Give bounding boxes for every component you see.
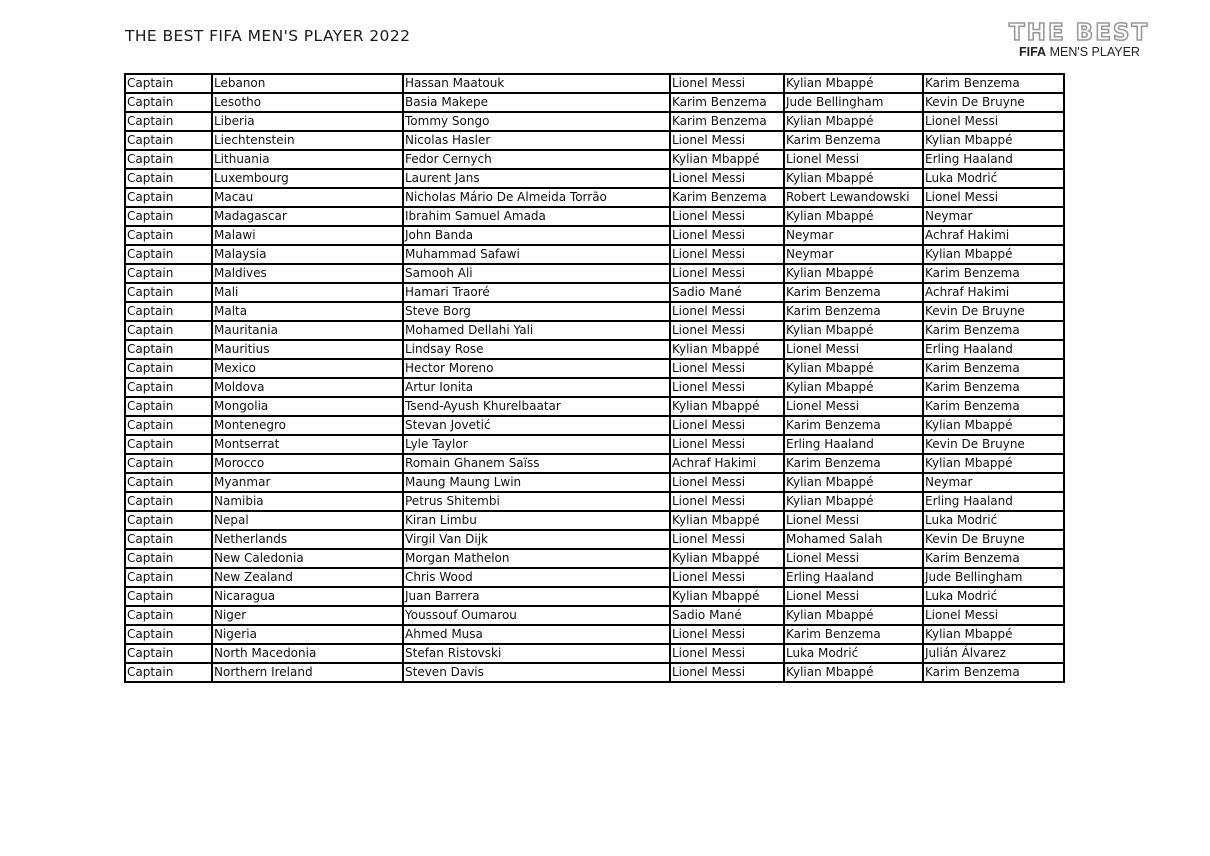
second-place-cell: Luka Modrić: [784, 644, 923, 663]
country-cell: Northern Ireland: [212, 663, 403, 682]
table-row: [125, 644, 1064, 663]
second-place-cell: Kylian Mbappé: [784, 112, 923, 131]
voter-name-cell: Petrus Shitembi: [403, 492, 670, 511]
role-cell: Captain: [125, 416, 212, 435]
country-cell: Malta: [212, 302, 403, 321]
first-place-cell: Lionel Messi: [670, 530, 784, 549]
first-place-cell: Lionel Messi: [670, 302, 784, 321]
country-cell: Malaysia: [212, 245, 403, 264]
country-cell: Liechtenstein: [212, 131, 403, 150]
role-cell: Captain: [125, 568, 212, 587]
first-place-cell: Lionel Messi: [670, 131, 784, 150]
second-place-cell: Jude Bellingham: [784, 93, 923, 112]
third-place-cell: Kevin De Bruyne: [923, 93, 1064, 112]
role-cell: Captain: [125, 283, 212, 302]
first-place-cell: Lionel Messi: [670, 226, 784, 245]
third-place-cell: Karim Benzema: [923, 663, 1064, 682]
country-cell: Montserrat: [212, 435, 403, 454]
role-cell: Captain: [125, 150, 212, 169]
table-row: [125, 416, 1064, 435]
role-cell: Captain: [125, 112, 212, 131]
first-place-cell: Lionel Messi: [670, 663, 784, 682]
table-row: [125, 302, 1064, 321]
second-place-cell: Kylian Mbappé: [784, 74, 923, 93]
country-cell: Netherlands: [212, 530, 403, 549]
second-place-cell: Kylian Mbappé: [784, 321, 923, 340]
country-cell: Mauritius: [212, 340, 403, 359]
third-place-cell: Achraf Hakimi: [923, 283, 1064, 302]
table-row: [125, 264, 1064, 283]
first-place-cell: Lionel Messi: [670, 264, 784, 283]
third-place-cell: Kevin De Bruyne: [923, 435, 1064, 454]
role-cell: Captain: [125, 587, 212, 606]
table-row: [125, 321, 1064, 340]
country-cell: Montenegro: [212, 416, 403, 435]
second-place-cell: Lionel Messi: [784, 587, 923, 606]
second-place-cell: Lionel Messi: [784, 549, 923, 568]
role-cell: Captain: [125, 321, 212, 340]
voter-name-cell: Artur Ionita: [403, 378, 670, 397]
logo-subtitle-rest: MEN'S PLAYER: [1046, 45, 1140, 59]
country-cell: Mexico: [212, 359, 403, 378]
table-row: [125, 568, 1064, 587]
voter-name-cell: Lyle Taylor: [403, 435, 670, 454]
role-cell: Captain: [125, 74, 212, 93]
role-cell: Captain: [125, 226, 212, 245]
first-place-cell: Lionel Messi: [670, 359, 784, 378]
third-place-cell: Erling Haaland: [923, 492, 1064, 511]
table-row: [125, 378, 1064, 397]
first-place-cell: Kylian Mbappé: [670, 511, 784, 530]
voter-name-cell: Virgil Van Dijk: [403, 530, 670, 549]
third-place-cell: Neymar: [923, 473, 1064, 492]
third-place-cell: Karim Benzema: [923, 321, 1064, 340]
second-place-cell: Kylian Mbappé: [784, 264, 923, 283]
role-cell: Captain: [125, 359, 212, 378]
third-place-cell: Luka Modrić: [923, 169, 1064, 188]
role-cell: Captain: [125, 606, 212, 625]
first-place-cell: Kylian Mbappé: [670, 150, 784, 169]
second-place-cell: Erling Haaland: [784, 435, 923, 454]
second-place-cell: Kylian Mbappé: [784, 359, 923, 378]
role-cell: Captain: [125, 207, 212, 226]
first-place-cell: Lionel Messi: [670, 568, 784, 587]
voter-name-cell: Nicholas Mário De Almeida Torrão: [403, 188, 670, 207]
voter-name-cell: Fedor Cernych: [403, 150, 670, 169]
second-place-cell: Erling Haaland: [784, 568, 923, 587]
role-cell: Captain: [125, 93, 212, 112]
role-cell: Captain: [125, 473, 212, 492]
table-row: [125, 283, 1064, 302]
first-place-cell: Karim Benzema: [670, 93, 784, 112]
third-place-cell: Kylian Mbappé: [923, 454, 1064, 473]
country-cell: Namibia: [212, 492, 403, 511]
country-cell: Morocco: [212, 454, 403, 473]
role-cell: Captain: [125, 340, 212, 359]
first-place-cell: Kylian Mbappé: [670, 549, 784, 568]
third-place-cell: Erling Haaland: [923, 150, 1064, 169]
table-row: [125, 226, 1064, 245]
third-place-cell: Karim Benzema: [923, 549, 1064, 568]
voter-name-cell: Mohamed Dellahi Yali: [403, 321, 670, 340]
first-place-cell: Kylian Mbappé: [670, 397, 784, 416]
voter-name-cell: Stevan Jovetić: [403, 416, 670, 435]
role-cell: Captain: [125, 435, 212, 454]
second-place-cell: Lionel Messi: [784, 150, 923, 169]
role-cell: Captain: [125, 188, 212, 207]
country-cell: Myanmar: [212, 473, 403, 492]
first-place-cell: Kylian Mbappé: [670, 587, 784, 606]
second-place-cell: Karim Benzema: [784, 283, 923, 302]
country-cell: Maldives: [212, 264, 403, 283]
table-row: [125, 131, 1064, 150]
third-place-cell: Karim Benzema: [923, 74, 1064, 93]
table-row: [125, 74, 1064, 93]
voter-name-cell: Juan Barrera: [403, 587, 670, 606]
table-row: [125, 663, 1064, 682]
country-cell: New Zealand: [212, 568, 403, 587]
table-row: [125, 530, 1064, 549]
voter-name-cell: Tommy Songo: [403, 112, 670, 131]
voter-name-cell: Basia Makepe: [403, 93, 670, 112]
first-place-cell: Lionel Messi: [670, 625, 784, 644]
second-place-cell: Karim Benzema: [784, 416, 923, 435]
third-place-cell: Karim Benzema: [923, 359, 1064, 378]
first-place-cell: Lionel Messi: [670, 492, 784, 511]
third-place-cell: Kylian Mbappé: [923, 131, 1064, 150]
table-row: [125, 435, 1064, 454]
country-cell: Madagascar: [212, 207, 403, 226]
third-place-cell: Lionel Messi: [923, 188, 1064, 207]
first-place-cell: Lionel Messi: [670, 416, 784, 435]
country-cell: Luxembourg: [212, 169, 403, 188]
second-place-cell: Kylian Mbappé: [784, 492, 923, 511]
voter-name-cell: Nicolas Hasler: [403, 131, 670, 150]
second-place-cell: Karim Benzema: [784, 625, 923, 644]
table-row: [125, 112, 1064, 131]
role-cell: Captain: [125, 169, 212, 188]
votes-table: [124, 73, 1065, 683]
country-cell: Niger: [212, 606, 403, 625]
table-row: [125, 150, 1064, 169]
second-place-cell: Kylian Mbappé: [784, 169, 923, 188]
table-row: [125, 169, 1064, 188]
third-place-cell: Achraf Hakimi: [923, 226, 1064, 245]
role-cell: Captain: [125, 378, 212, 397]
second-place-cell: Neymar: [784, 245, 923, 264]
country-cell: Mauritania: [212, 321, 403, 340]
table-row: [125, 207, 1064, 226]
role-cell: Captain: [125, 397, 212, 416]
the-best-logo: [1009, 22, 1149, 62]
second-place-cell: Lionel Messi: [784, 397, 923, 416]
second-place-cell: Karim Benzema: [784, 302, 923, 321]
table-row: [125, 454, 1064, 473]
voter-name-cell: Ahmed Musa: [403, 625, 670, 644]
first-place-cell: Karim Benzema: [670, 112, 784, 131]
country-cell: Macau: [212, 188, 403, 207]
voter-name-cell: Muhammad Safawi: [403, 245, 670, 264]
first-place-cell: Lionel Messi: [670, 644, 784, 663]
first-place-cell: Lionel Messi: [670, 74, 784, 93]
voter-name-cell: Chris Wood: [403, 568, 670, 587]
table-row: [125, 549, 1064, 568]
table-row: [125, 625, 1064, 644]
voter-name-cell: Stefan Ristovski: [403, 644, 670, 663]
voter-name-cell: Laurent Jans: [403, 169, 670, 188]
logo-subtitle-fifa: FIFA: [1019, 45, 1047, 59]
voter-name-cell: Kiran Limbu: [403, 511, 670, 530]
second-place-cell: Neymar: [784, 226, 923, 245]
role-cell: Captain: [125, 245, 212, 264]
third-place-cell: Julián Álvarez: [923, 644, 1064, 663]
country-cell: Liberia: [212, 112, 403, 131]
third-place-cell: Neymar: [923, 207, 1064, 226]
third-place-cell: Jude Bellingham: [923, 568, 1064, 587]
first-place-cell: Achraf Hakimi: [670, 454, 784, 473]
country-cell: Nigeria: [212, 625, 403, 644]
first-place-cell: Lionel Messi: [670, 378, 784, 397]
country-cell: Lebanon: [212, 74, 403, 93]
second-place-cell: Kylian Mbappé: [784, 473, 923, 492]
third-place-cell: Kylian Mbappé: [923, 245, 1064, 264]
role-cell: Captain: [125, 663, 212, 682]
third-place-cell: Karim Benzema: [923, 397, 1064, 416]
table-row: [125, 245, 1064, 264]
second-place-cell: Kylian Mbappé: [784, 663, 923, 682]
second-place-cell: Kylian Mbappé: [784, 606, 923, 625]
voter-name-cell: Romain Ghanem Saïss: [403, 454, 670, 473]
role-cell: Captain: [125, 264, 212, 283]
second-place-cell: Kylian Mbappé: [784, 207, 923, 226]
third-place-cell: Luka Modrić: [923, 511, 1064, 530]
third-place-cell: Lionel Messi: [923, 112, 1064, 131]
country-cell: Moldova: [212, 378, 403, 397]
third-place-cell: Kylian Mbappé: [923, 625, 1064, 644]
role-cell: Captain: [125, 625, 212, 644]
table-row: [125, 340, 1064, 359]
table-row: [125, 93, 1064, 112]
first-place-cell: Kylian Mbappé: [670, 340, 784, 359]
first-place-cell: Lionel Messi: [670, 245, 784, 264]
third-place-cell: Lionel Messi: [923, 606, 1064, 625]
first-place-cell: Lionel Messi: [670, 473, 784, 492]
role-cell: Captain: [125, 644, 212, 663]
third-place-cell: Karim Benzema: [923, 264, 1064, 283]
table-row: [125, 492, 1064, 511]
first-place-cell: Lionel Messi: [670, 321, 784, 340]
first-place-cell: Lionel Messi: [670, 435, 784, 454]
first-place-cell: Sadio Mané: [670, 606, 784, 625]
second-place-cell: Robert Lewandowski: [784, 188, 923, 207]
country-cell: Nicaragua: [212, 587, 403, 606]
third-place-cell: Kevin De Bruyne: [923, 530, 1064, 549]
country-cell: Mali: [212, 283, 403, 302]
second-place-cell: Lionel Messi: [784, 511, 923, 530]
country-cell: Mongolia: [212, 397, 403, 416]
role-cell: Captain: [125, 454, 212, 473]
first-place-cell: Lionel Messi: [670, 207, 784, 226]
table-row: [125, 397, 1064, 416]
second-place-cell: Karim Benzema: [784, 131, 923, 150]
table-row: [125, 606, 1064, 625]
voter-name-cell: Hamari Traoré: [403, 283, 670, 302]
country-cell: North Macedonia: [212, 644, 403, 663]
third-place-cell: Erling Haaland: [923, 340, 1064, 359]
table-row: [125, 473, 1064, 492]
first-place-cell: Lionel Messi: [670, 169, 784, 188]
voter-name-cell: Hassan Maatouk: [403, 74, 670, 93]
third-place-cell: Kylian Mbappé: [923, 416, 1064, 435]
table-row: [125, 587, 1064, 606]
second-place-cell: Kylian Mbappé: [784, 378, 923, 397]
logo-subtitle: [1019, 45, 1149, 60]
country-cell: Malawi: [212, 226, 403, 245]
second-place-cell: Karim Benzema: [784, 454, 923, 473]
first-place-cell: Karim Benzema: [670, 188, 784, 207]
table-row: [125, 511, 1064, 530]
voter-name-cell: Ibrahim Samuel Amada: [403, 207, 670, 226]
country-cell: New Caledonia: [212, 549, 403, 568]
second-place-cell: Mohamed Salah: [784, 530, 923, 549]
logo-mark: THE BEST: [1009, 20, 1150, 46]
role-cell: Captain: [125, 549, 212, 568]
role-cell: Captain: [125, 131, 212, 150]
first-place-cell: Sadio Mané: [670, 283, 784, 302]
voter-name-cell: Morgan Mathelon: [403, 549, 670, 568]
third-place-cell: Karim Benzema: [923, 378, 1064, 397]
country-cell: Lesotho: [212, 93, 403, 112]
voter-name-cell: Youssouf Oumarou: [403, 606, 670, 625]
voter-name-cell: Hector Moreno: [403, 359, 670, 378]
country-cell: Lithuania: [212, 150, 403, 169]
page-title: THE BEST FIFA MEN'S PLAYER 2022: [125, 27, 411, 45]
second-place-cell: Lionel Messi: [784, 340, 923, 359]
role-cell: Captain: [125, 511, 212, 530]
voter-name-cell: Steven Davis: [403, 663, 670, 682]
third-place-cell: Luka Modrić: [923, 587, 1064, 606]
voter-name-cell: John Banda: [403, 226, 670, 245]
country-cell: Nepal: [212, 511, 403, 530]
table-row: [125, 188, 1064, 207]
votes-table-body: [125, 74, 1064, 682]
voter-name-cell: Maung Maung Lwin: [403, 473, 670, 492]
voter-name-cell: Steve Borg: [403, 302, 670, 321]
voter-name-cell: Tsend-Ayush Khurelbaatar: [403, 397, 670, 416]
voter-name-cell: Lindsay Rose: [403, 340, 670, 359]
role-cell: Captain: [125, 302, 212, 321]
voter-name-cell: Samooh Ali: [403, 264, 670, 283]
third-place-cell: Kevin De Bruyne: [923, 302, 1064, 321]
table-row: [125, 359, 1064, 378]
role-cell: Captain: [125, 492, 212, 511]
role-cell: Captain: [125, 530, 212, 549]
